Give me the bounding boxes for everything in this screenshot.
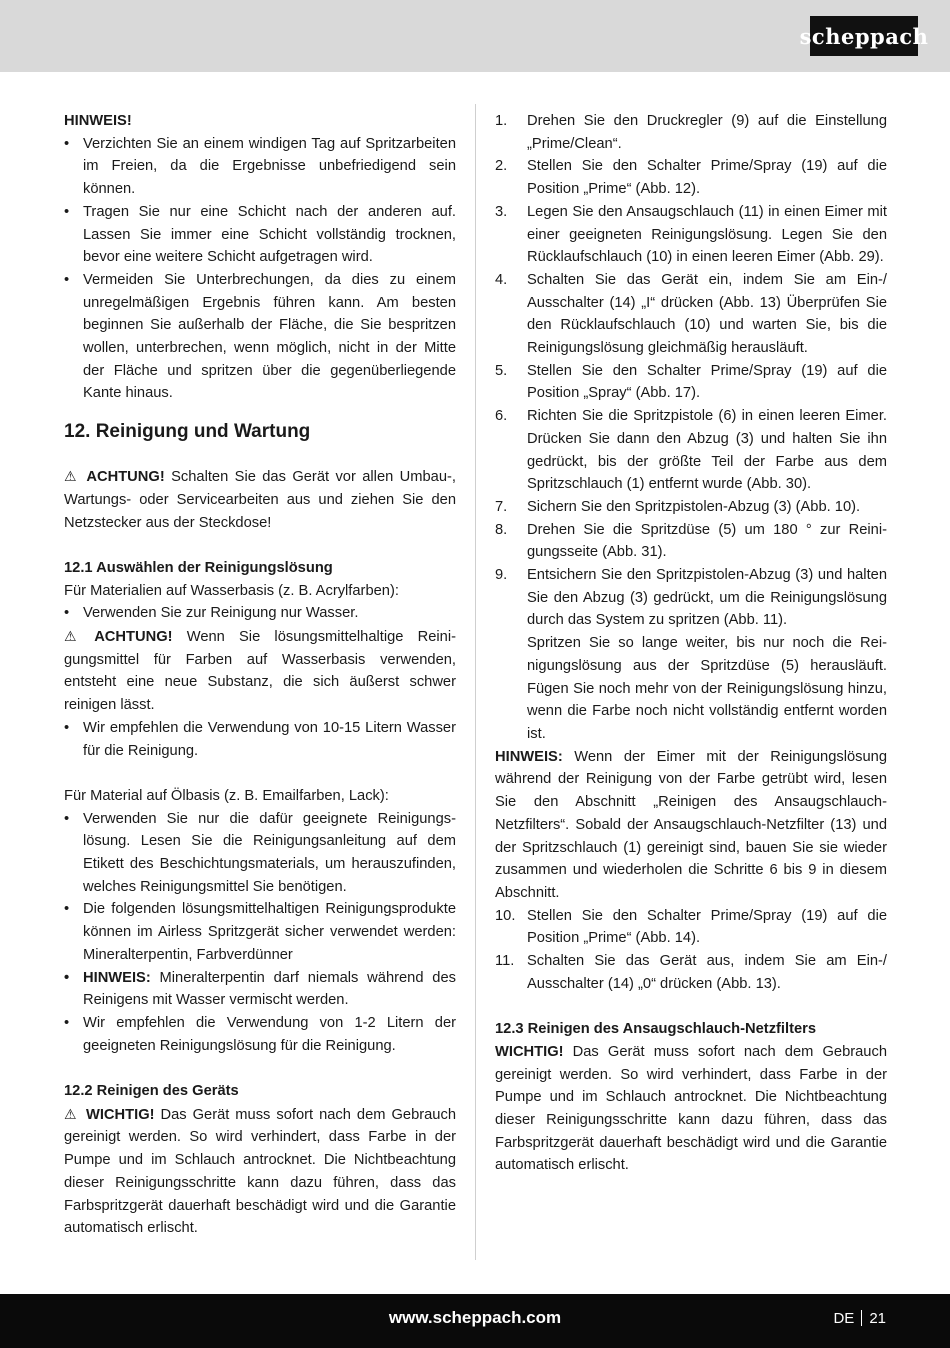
- step-9-continuation: Spritzen Sie so lange weiter, bis nur noch die Reinigungslösung aus der Spritzdüse (5) herausläuft. Fügen Sie noch mehr von der Reinigungslösung hinzu, wenn die Farbe noch nicht vollständig entfernt worden ist.: [527, 635, 887, 742]
- page-number: DE 21: [833, 1310, 886, 1327]
- step-item: 11. Schalten Sie das Gerät aus, indem Sie am Ein-/ Ausschalter (14) „0“ drücken (Abb. 13).: [495, 953, 887, 992]
- step-item: 3. Legen Sie den Ansaugschlauch (11) in einen Eimer mit einer geeigneten Reinigungslösung. Legen Sie den Rücklaufschlauch (10) in einen leeren Eimer (Abb. 29).: [495, 203, 887, 266]
- list-item: • Verwenden Sie zur Reinigung nur Wasser.: [64, 605, 359, 622]
- scheppach-logo: scheppach: [810, 16, 918, 56]
- step-item: 10. Stellen Sie den Schalter Prime/Spray (19) auf die Position „Prime“ (Abb. 14).: [495, 907, 887, 947]
- achtung2-paragraph: ⚠ ACHTUNG! Wenn Sie lösungsmittelhaltige Reinigungsmittel für Farben auf Wasserbasis verwenden, entsteht eine neue Substanz, die sich äußerst schwer reinigen lässt.: [64, 625, 456, 717]
- warning-triangle-icon: ⚠: [64, 628, 77, 645]
- step-item: 9. Entsichern Sie den Spritzpistolen-Abzug (3) und halten Sie den Abzug (3) gedrückt, um die Reinigungslösung durch das System zu spritzen (Abb. 11).: [495, 567, 887, 629]
- wichtig-paragraph-right: WICHTIG! Das Gerät muss sofort nach dem Gebrauch gereinigt werden. So wird verhindert, dass Farbe in der Pumpe und im Schlauch antrocknet. Die Nichtbeachtung dieser Reinigungsschritte kann dazu führen, dass das Farbspritzgerät dauerhaft beschädigt wird und die Garantie automatisch erlischt.: [495, 1043, 887, 1174]
- list-item: • Die folgenden lösungsmittelhaltigen Reinigungsprodukte können im Airless Spritzgerät sicher verwendet werden: Mineralterpentin, Farbverdünner: [64, 901, 456, 963]
- subsection-title-12-1: 12.1 Auswählen der Reinigungslösung: [64, 559, 333, 576]
- list-item: • HINWEIS: Mineralterpentin darf niemals während des Reinigens mit Wasser vermischt werden.: [64, 969, 456, 1009]
- water-intro: Für Materialien auf Wasserbasis (z. B. Acrylfarben):: [64, 582, 399, 599]
- step-item: 4. Schalten Sie das Gerät ein, indem Sie am Ein-/ Ausschalter (14) „I“ drücken (Abb. 13) Überprüfen Sie den Rücklaufschlauch (10) und warten Sie, bis die Reinigungslösung gleichmäßig herausläuft.: [495, 271, 887, 357]
- left-column: [64, 110, 456, 1240]
- column-divider: [475, 104, 476, 1260]
- step-item: 1. Drehen Sie den Druckregler (9) auf die Einstellung „Prime/Clean“.: [495, 113, 887, 152]
- oil-intro: Für Material auf Ölbasis (z. B. Emailfarben, Lack):: [64, 787, 389, 804]
- hinweis-title: HINWEIS!: [64, 113, 132, 129]
- header-bar: [0, 0, 950, 72]
- footer-bar: [0, 1294, 950, 1348]
- website-link[interactable]: www.scheppach.com: [388, 1308, 562, 1327]
- step-item: 8. Drehen Sie die Spritzdüse (5) um 180 ° zur Reinigungsseite (Abb. 31).: [495, 521, 887, 561]
- achtung-paragraph: ⚠ ACHTUNG! Schalten Sie das Gerät vor allen Umbau-, Wartungs- oder Servicearbeiten aus und ziehen Sie den Netzstecker aus der Steckdose!: [64, 465, 456, 534]
- warning-triangle-icon: ⚠: [64, 468, 77, 485]
- list-item: • Vermeiden Sie Unterbrechungen, da dies zu einem unregelmäßigen Ergebnis führen kann. Am besten beginnen Sie außerhalb der Fläche, die Sie bespritzen wollen, unterbrechen, wenn möglich, nicht in der Mitte der Fläche und spritzen über die gegenüberliegende Kante hinaus.: [64, 271, 456, 402]
- list-item: • Verwenden Sie nur die dafür geeignete Reinigungslösung. Lesen Sie die Reinigungsanleitung auf dem Etikett des Beschichtungsmaterials, um herauszufinden, welches Reinigungsmittel Sie benötigen.: [64, 810, 456, 895]
- section-title: 12. Reinigung und Wartung: [64, 421, 311, 443]
- step-item: 2. Stellen Sie den Schalter Prime/Spray (19) auf die Position „Prime“ (Abb. 12).: [495, 158, 887, 198]
- list-item: • Wir empfehlen die Verwendung von 10-15 Litern Wasser für die Reinigung.: [64, 719, 456, 759]
- hinweis-paragraph: HINWEIS: Wenn der Eimer mit der Reinigungslösung während der Reinigung von der Farbe getrübt wird, lesen Sie den Abschnitt „Reinigen des Ansaugschlauch-Netzfilters“. Sobald der Ansaugschlauch-Netzfilter (13) und der Spritzschlauch (1) gereinigt sind, bauen Sie sie wieder zusammen und wiederholen die Schritte 6 bis 9 in diesem Abschnitt.: [495, 748, 887, 901]
- list-item: • Wir empfehlen die Verwendung von 1-2 Litern der geeigneten Reinigungslösung für die Reinigung.: [64, 1014, 456, 1054]
- wichtig-paragraph: ⚠ WICHTIG! Das Gerät muss sofort nach dem Gebrauch gereinigt werden. So wird verhindert, dass Farbe in der Pumpe und im Schlauch antrocknet. Die Nichtbeachtung dieser Reinigungsschritte kann dazu führen, dass das Farbspritzgerät dauerhaft beschädigt wird und die Garantie automatisch erlischt.: [64, 1103, 456, 1240]
- step-item: 6. Richten Sie die Spritzpistole (6) in einen leeren Eimer. Drücken Sie dann den Abzug (3) und halten Sie ihn gedrückt, bis der größte Teil der Farbe aus dem Spritzschlauch (1) entfernt wurde (Abb. 30).: [495, 408, 887, 493]
- step-item: 5. Stellen Sie den Schalter Prime/Spray (19) auf die Position „Spray“ (Abb. 17).: [495, 362, 887, 402]
- warning-triangle-icon: ⚠: [64, 1105, 77, 1122]
- subsection-title-12-2: 12.2 Reinigen des Geräts: [64, 1083, 239, 1100]
- step-item: 7. Sichern Sie den Spritzpistolen-Abzug (3) (Abb. 10).: [495, 498, 861, 515]
- list-item: • Verzichten Sie an einem windigen Tag auf Spritzarbeiten im Freien, da die Ergebnisse unbefriedigend sein können.: [64, 135, 456, 198]
- right-column: [495, 110, 887, 1177]
- list-item: • Tragen Sie nur eine Schicht nach der anderen auf. Lassen Sie immer eine Schicht vollständig trocknen, bevor eine weitere Schicht aufgetragen wird.: [64, 203, 456, 266]
- subsection-title-12-3: 12.3 Reinigen des Ansaugschlauch-Netzfilters: [495, 1021, 817, 1038]
